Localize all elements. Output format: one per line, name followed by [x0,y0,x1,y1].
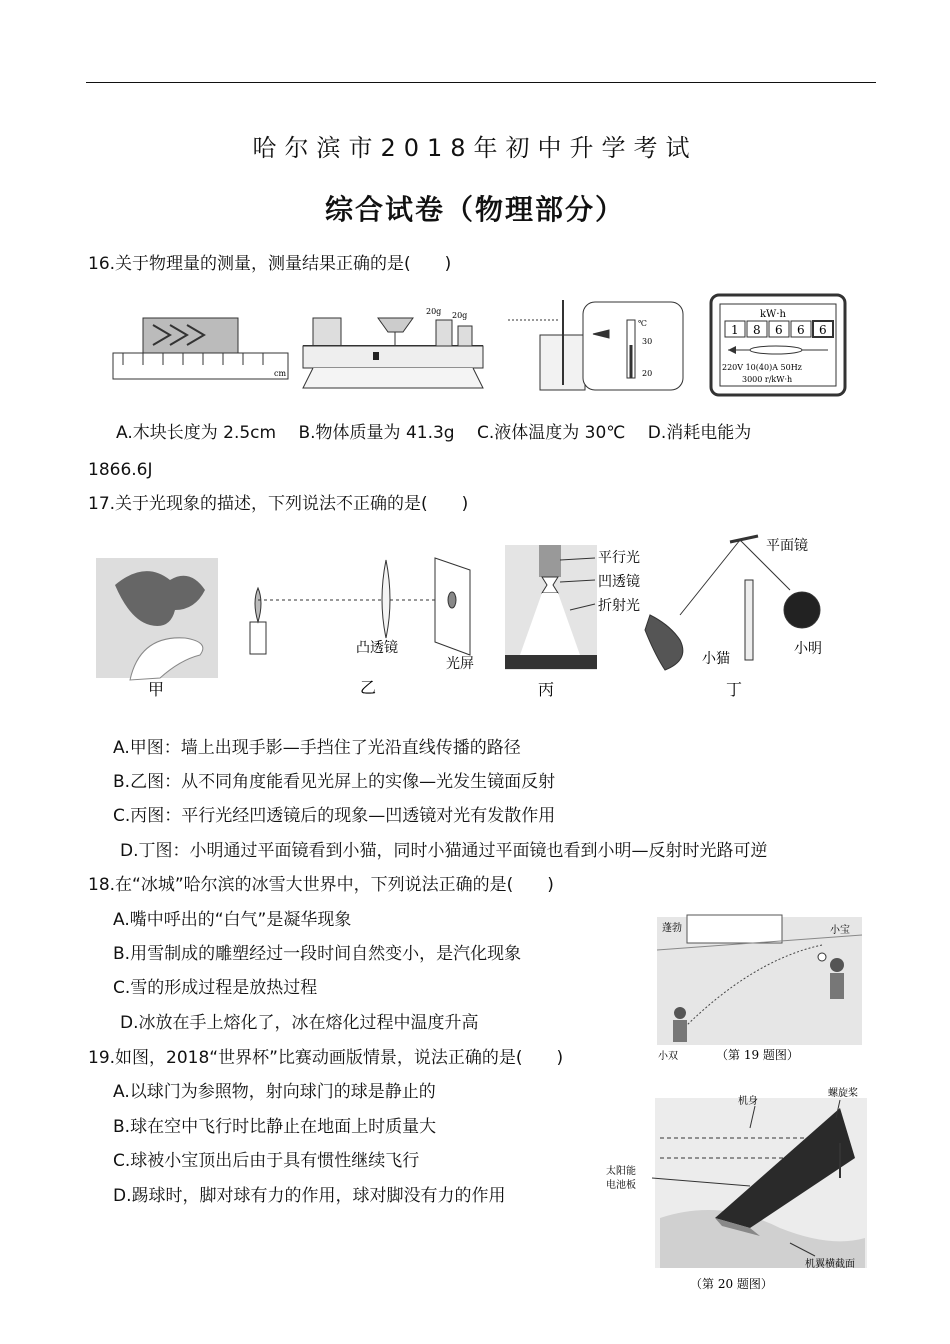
thermo-unit: ℃ [638,319,647,328]
q17-option-d: D.丁图：小明通过平面镜看到小猫，同时小猫通过平面镜也看到小明—反射时光路可逆 [120,841,768,861]
label-xiaoshuang: 小双 [658,1051,678,1062]
weight-b-label: 20g [452,311,468,320]
balance-figure [303,318,483,388]
paper-title: 综合试卷（物理部分） [324,193,625,226]
q17-option-a: A.甲图：墙上出现手影—手挡住了光沿直线传播的路径 [113,738,521,758]
q19-option-b: B.球在空中飞行时比静止在地面上时质量大 [113,1117,437,1137]
meter-digit-2: 8 [753,323,761,337]
label-convex-lens: 凸透镜 [356,640,398,656]
q16-options: A.木块长度为 2.5cm B.物体质量为 41.3g C.液体温度为 30℃ D.消耗电能为 [116,423,752,443]
thermometer-figure [508,300,683,390]
label-bing: 丙 [538,680,555,699]
fig20-figure [600,1078,870,1303]
q16-stem: 16.关于物理量的测量，测量结果正确的是( ) [88,254,452,274]
q19-option-d: D.踢球时，脚对球有力的作用，球对脚没有力的作用 [113,1186,506,1206]
thermo-lower: 20 [642,369,653,378]
meter-spec: 220V 10(40)A 50Hz [722,363,802,372]
meter-digit-1: 1 [731,323,739,337]
q16-figure [108,290,868,400]
q17-option-c: C.丙图：平行光经凹透镜后的现象—凹透镜对光有发散作用 [113,806,556,826]
label-cat: 小猫 [702,651,730,667]
q17-option-b: B.乙图：从不同角度能看见光屏上的实像—光发生镜面反射 [113,772,556,792]
q17-stem: 17.关于光现象的描述，下列说法不正确的是( ) [88,494,469,514]
q18-option-a: A.嘴中呼出的“白气”是凝华现象 [113,910,352,930]
q17-figure [90,530,880,705]
label-screen: 光屏 [446,656,474,672]
q18-option-c: C.雪的形成过程是放热过程 [113,978,318,998]
hand-shadow-figure [96,558,218,680]
ruler-figure [113,318,288,379]
ruler-unit: cm [274,369,287,378]
label-propeller: 螺旋桨 [828,1088,858,1099]
meter-digit-5: 6 [819,323,827,337]
q19-caption: （第 19 题图） [716,1048,799,1062]
q16-options-cont: 1866.6J [88,460,153,480]
label-xiaobao: 小宝 [830,925,850,936]
label-goalkeeper: 蓬勃 [662,923,682,934]
label-jia: 甲 [148,680,165,699]
meter-rate: 3000 r/kW·h [742,375,793,384]
meter-digit-3: 6 [775,323,783,337]
q18-option-b: B.用雪制成的雕塑经过一段时间自然变小，是汽化现象 [113,944,522,964]
weight-a-label: 20g [426,307,442,316]
label-fuselage: 机身 [738,1096,758,1107]
exam-title: 哈尔滨市2018年初中升学考试 [252,134,698,162]
top-rule [86,82,876,83]
label-yi: 乙 [360,678,377,697]
label-xiaoming: 小明 [794,641,822,657]
label-refracted-light: 折射光 [598,598,640,614]
q19-stem: 19.如图，2018“世界杯”比赛动画版情景，说法正确的是( ) [88,1048,564,1068]
q19-option-c: C.球被小宝顶出后由于具有惯性继续飞行 [113,1151,420,1171]
label-parallel-light: 平行光 [598,550,640,566]
meter-unit: kW·h [760,309,786,320]
energy-meter [711,295,845,395]
label-plane-mirror: 平面镜 [766,538,808,554]
meter-digit-4: 6 [797,323,805,337]
q19-option-a: A.以球门为参照物，射向球门的球是静止的 [113,1082,436,1102]
q19-figure [652,905,867,1070]
thermo-upper: 30 [642,337,653,346]
label-solar-panel-2: 电池板 [606,1180,636,1191]
label-ding: 丁 [726,680,743,699]
label-wing-section: 机翼横截面 [805,1259,855,1270]
q18-option-d: D.冰放在手上熔化了，冰在熔化过程中温度升高 [120,1013,479,1033]
label-solar-panel-1: 太阳能 [606,1166,636,1177]
label-concave-lens: 凹透镜 [598,574,640,590]
fig20-caption: （第 20 题图） [690,1277,773,1291]
concave-lens-figure [505,545,597,670]
q18-stem: 18.在“冰城”哈尔滨的冰雪大世界中，下列说法正确的是( ) [88,875,554,895]
